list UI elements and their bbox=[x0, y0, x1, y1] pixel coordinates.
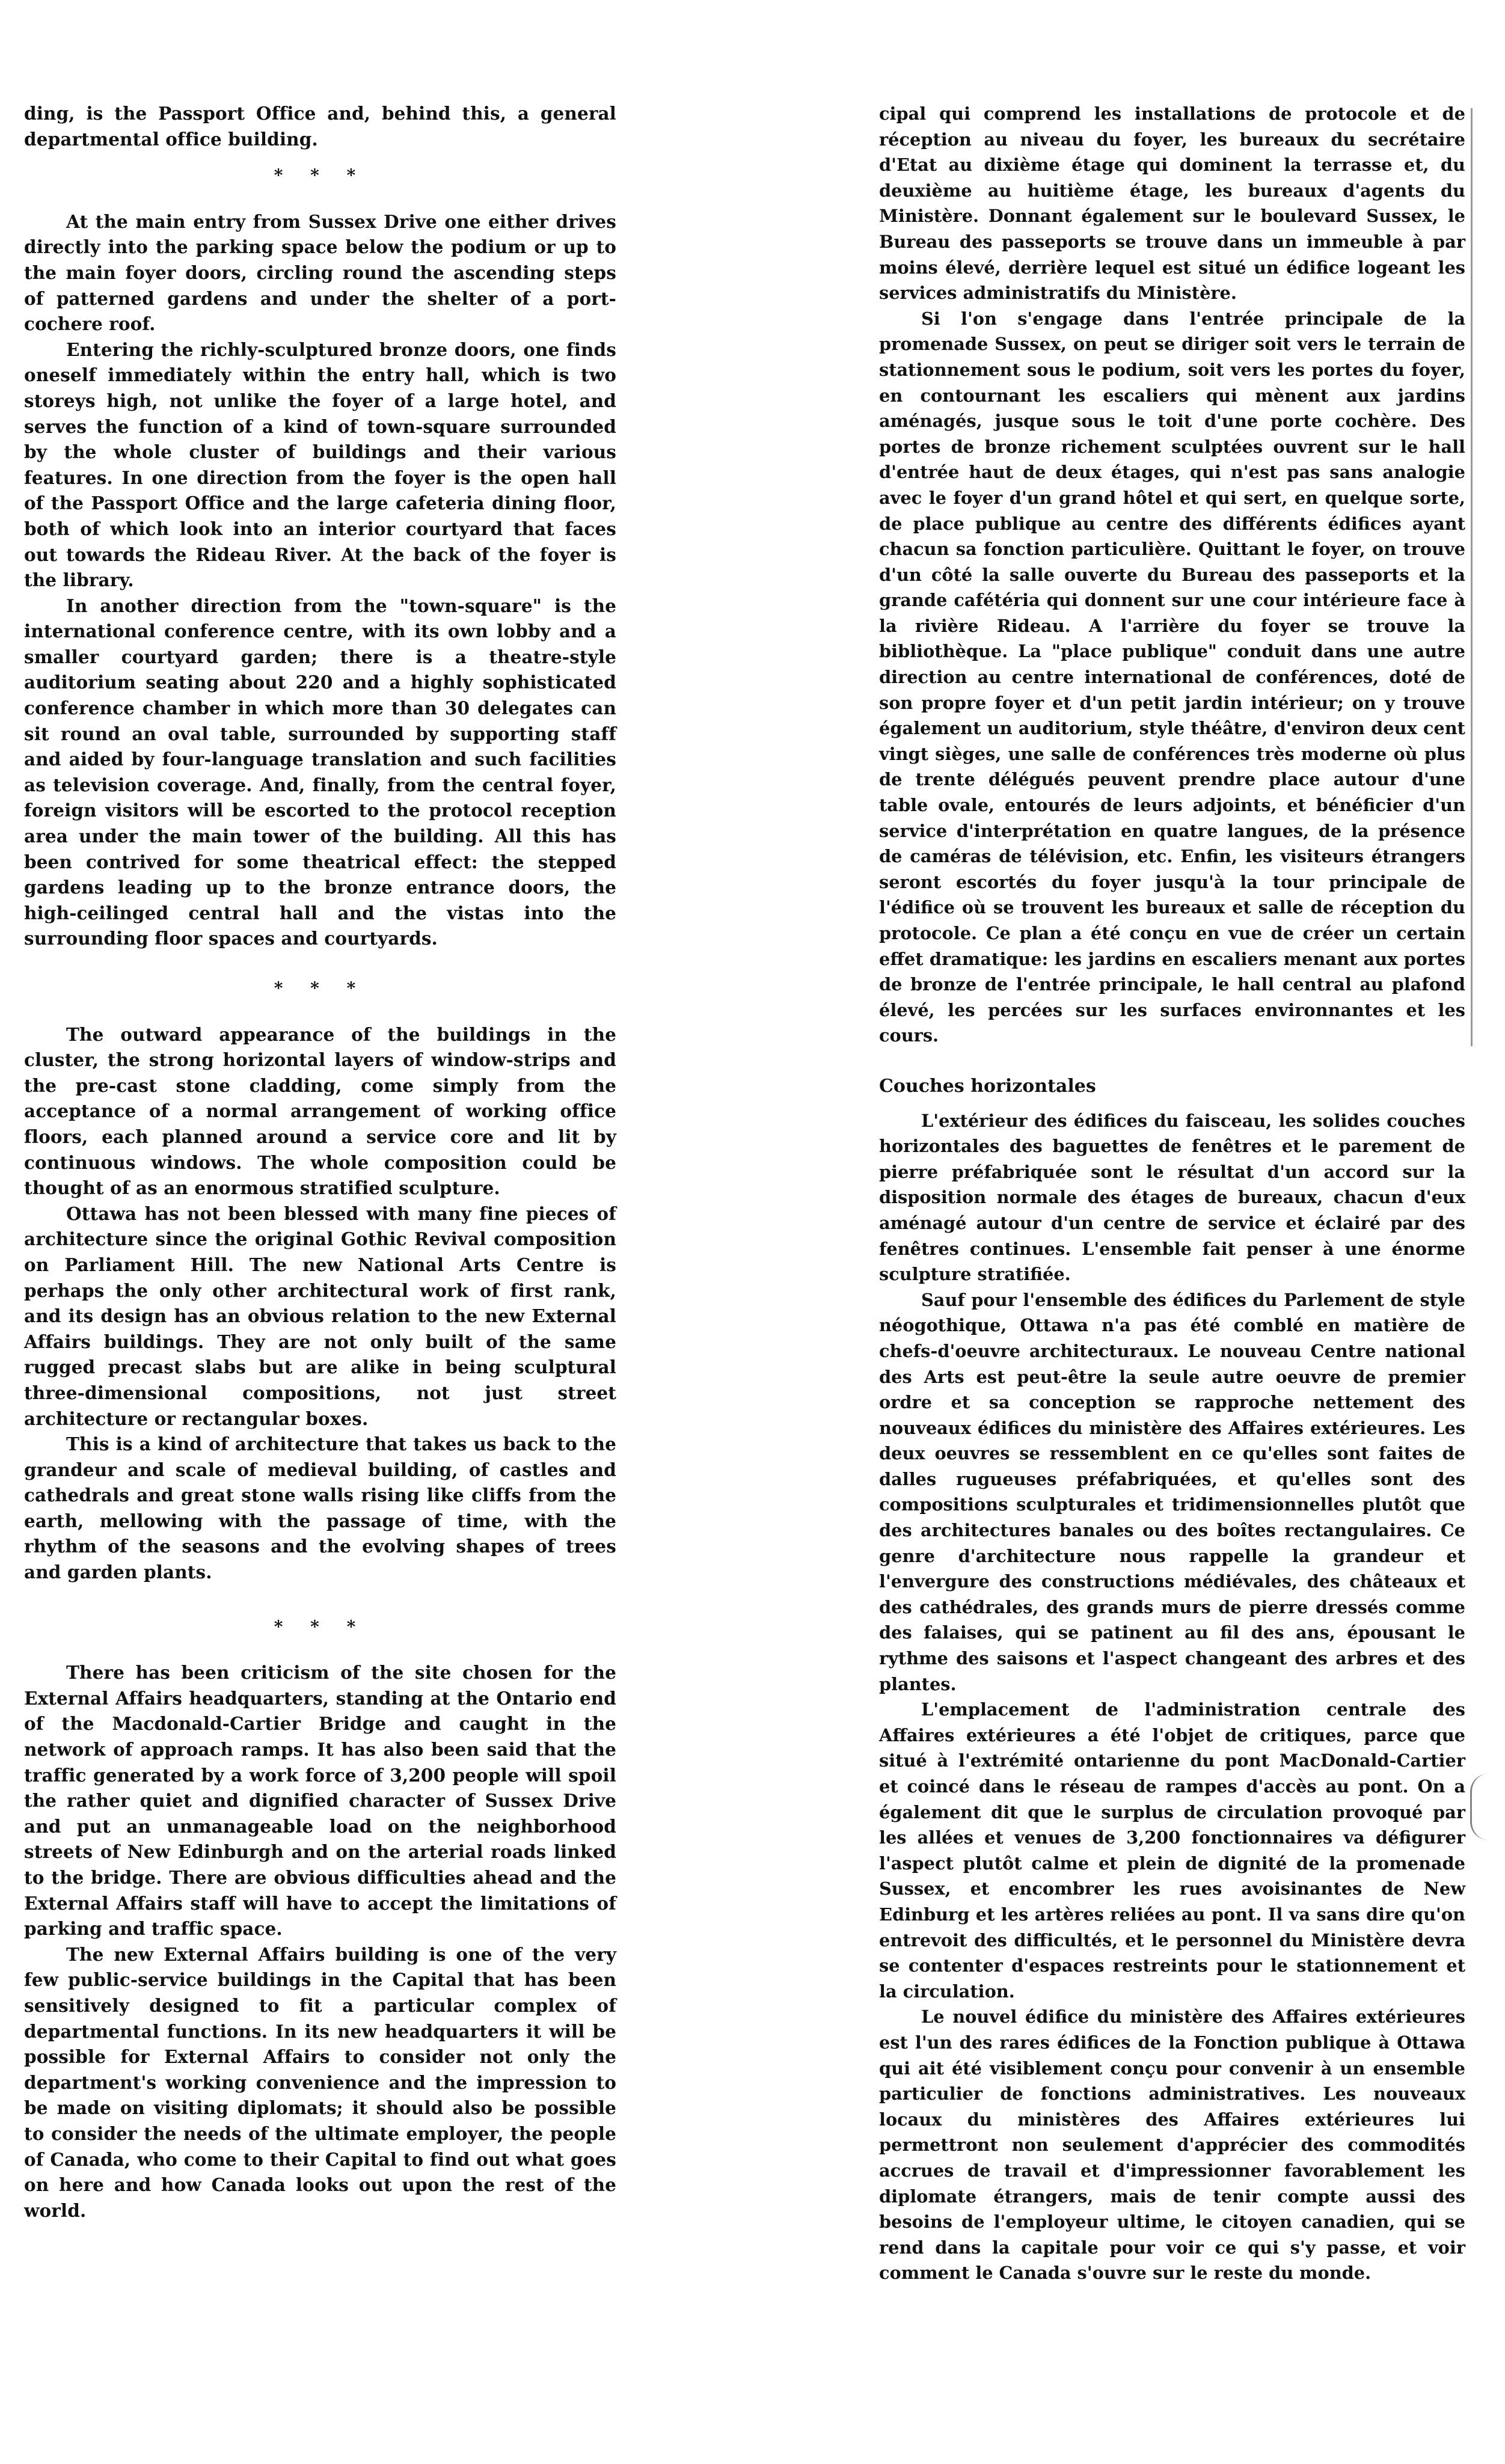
section-divider: * * * bbox=[274, 165, 367, 186]
french-paragraph: L'extérieur des édifices du faisceau, les solides couches horizontales des baguettes de fenêtres et le parement de pierre préfabriquée sont le résultat d'un accord sur la disposition normale des étages de bureaux, chacun d'eux aménagé autour d'un centre de service et éclairé par des fenêtres continues. L'ensemble fait penser à une énorme sculpture stratifiée. bbox=[879, 1110, 1465, 1285]
english-paragraph: The new External Affairs building is one of the very few public-service buildings in the Capital that has been sensitively designed to fit a particular complex of departmental functions. In its new headquarters it will be possible for External Affairs to consider not only the department's working convenience and the impression to be made on visiting diplomats; it should also be possible to consider the needs of the ultimate employer, the people of Canada, who come to their Capital to find out what goes on here and how Canada looks out upon the rest of the world. bbox=[24, 1943, 616, 2221]
english-paragraph: The outward appearance of the buildings in the cluster, the strong horizontal layers of window-strips and the pre-cast stone cladding, come simply from the acceptance of a normal arrangement of working office floors, each planned around a service core and lit by continuous windows. The whole composition could be thought of as an enormous stratified sculpture. bbox=[24, 1023, 616, 1199]
french-paragraph: L'emplacement de l'administration centrale des Affaires extérieures a été l'objet de critiques, parce que situé à l'extrémité ontarienne du pont MacDonald-Cartier et coincé dans le réseau de rampes d'accès au pont. On a également dit que le surplus de circulation provoqué par les allées et venues de 3,200 fonctionnaires va défigurer l'aspect plutôt calme et plein de dignité de la promenade Sussex, et encombrer les rues avoisinantes de New Edinburg et les artères reliées au pont. Il va sans dire qu'on entrevoit des difficultés, et le personnel du Ministère devra se contenter d'espaces restreints pour le stationnement et la circulation. bbox=[879, 1699, 1465, 2002]
section-divider: * * * bbox=[274, 978, 367, 998]
section-divider: * * * bbox=[274, 1616, 367, 1637]
english-paragraph: Entering the richly-sculptured bronze doors, one finds oneself immediately within the entry hall, which is two storeys high, not unlike the foyer of a large hotel, and serves the function of a kind of town-square surrounded by the whole cluster of buildings and their various features. In one direction from the foyer is the open hall of the Passport Office and the large cafeteria dining floor, both of which look into an interior courtyard that faces out towards the Rideau River. At the back of the foyer is the library. bbox=[24, 339, 616, 591]
french-paragraph: cipal qui comprend les installations de protocole et de réception au niveau du foyer, les bureaux du secrétaire d'Etat au dixième étage qui dominent la terrasse et, du deuxième au huitième étage, les bureaux d'agents du Ministère. Donnant également sur le boulevard Sussex, le Bureau des passeports se trouve dans un immeuble à par moins élevé, derrière lequel est situé un édifice logeant les services administratifs du Ministère. bbox=[879, 103, 1465, 304]
english-paragraph: In another direction from the "town-square" is the international conference centre, with its own lobby and a smaller courtyard garden; there is a theatre-style auditorium seating about 220 and a highly sophisticated conference chamber in which more than 30 delegates can sit round an oval table, surrounded by supporting staff and aided by four-language translation and such facilities as television coverage. And, finally, from the central foyer, foreign visitors will be escorted to the protocol reception area under the main tower of the building. All this has been contrived for some theatrical effect: the stepped gardens leading up to the bronze entrance doors, the high-ceilinged central hall and the vistas into the surrounding floor spaces and courtyards. bbox=[24, 595, 616, 949]
scan-edge-line bbox=[1471, 108, 1473, 1046]
french-column bbox=[879, 101, 1465, 2286]
english-paragraph: Ottawa has not been blessed with many fine pieces of architecture since the original Gothic Revival composition on Parliament Hill. The new National Arts Centre is perhaps the only other architectural work of first rank, and its design has an obvious relation to the new External Affairs buildings. They are not only built of the same rugged precast slabs but are alike in being sculptural three-dimensional compositions, not just street architecture or rectangular boxes. bbox=[24, 1203, 616, 1429]
english-paragraph: At the main entry from Sussex Drive one either drives directly into the parking space below the podium or up to the main foyer doors, circling round the ascending steps of patterned gardens and under the shelter of a port-cochere roof. bbox=[24, 210, 616, 335]
english-paragraph: This is a kind of architecture that takes us back to the grandeur and scale of medieval building, of castles and cathedrals and great stone walls rising like cliffs from the earth, mellowing with the passage of time, with the rhythm of the seasons and the evolving shapes of trees and garden plants. bbox=[24, 1433, 616, 1583]
english-column bbox=[24, 101, 616, 2223]
section-heading: Couches horizontales bbox=[879, 1075, 1096, 1097]
scan-edge-mark bbox=[1470, 1774, 1496, 1840]
english-paragraph: ding, is the Passport Office and, behind this, a general departmental office building. bbox=[24, 103, 616, 150]
french-paragraph: Le nouvel édifice du ministère des Affaires extérieures est l'un des rares édifices de la Fonction publique à Ottawa qui ait été visiblement conçu pour convenir à un ensemble particulier de fonctions administratives. Les nouveaux locaux du ministères des Affaires extérieures lui permettront non seulement d'apprécier des commodités accrues de travail et d'impressionner favorablement les diplomate étrangers, mais de tenir compte aussi des besoins de l'employeur ultime, le citoyen canadien, qui se rend dans la capitale pour voir ce qui s'y passe, et voir comment le Canada s'ouvre sur le reste du monde. bbox=[879, 2006, 1465, 2284]
french-paragraph: Si l'on s'engage dans l'entrée principale de la promenade Sussex, on peut se diriger soit vers le terrain de stationnement sous le podium, soit vers les portes du foyer, en contournant les escaliers qui mènent aux jardins aménagés, jusque sous le toit d'une porte cochère. Des portes de bronze richement sculptées ouvrent sur le hall d'entrée haut de deux étages, qui n'est pas sans analogie avec le foyer d'un grand hôtel et qui sert, en quelque sorte, de place publique au centre des différents édifices ayant chacun sa fonction particulière. Quittant le foyer, on trouve d'un côté la salle ouverte du Bureau des passeports et la grande cafétéria qui donnent sur une cour intérieure face à la rivière Rideau. A l'arrière du foyer se trouve la bibliothèque. La "place publique" conduit dans une autre direction au centre international de conférences, doté de son propre foyer et d'un petit jardin intérieur; on y trouve également un auditorium, style théâtre, d'environ deux cent vingt sièges, une salle de conférences très moderne où plus de trente délégués peuvent prendre place autour d'une table ovale, entourés de leurs adjoints, et bénéficier d'un service d'interprétation en quatre langues, de la présence de caméras de télévision, etc. Enfin, les visiteurs étrangers seront escortés du foyer jusqu'à la tour principale de l'édifice où se trouvent les bureaux et salle de réception du protocole. Ce plan a été conçu en vue de créer un certain effet dramatique: les jardins en escaliers menant aux portes de bronze de l'entrée principale, le hall central au plafond élevé, les percées sur les surfaces environnantes et les cours. bbox=[879, 308, 1465, 1046]
french-paragraph: Sauf pour l'ensemble des édifices du Parlement de style néogothique, Ottawa n'a pas été comblé en matière de chefs-d'oeuvre architecturaux. Le nouveau Centre national des Arts est peut-être la seule autre oeuvre de premier ordre et sa conception se rapproche nettement des nouveaux édifices du ministère des Affaires extérieures. Les deux oeuvres se ressemblent en ce qu'elles sont faites de dalles rugueuses préfabriquées, et qu'elles sont des compositions sculpturales et tridimensionnelles plutôt que des architectures banales ou des boîtes rectangulaires. Ce genre d'architecture nous rappelle la grandeur et l'envergure des constructions médiévales, des châteaux et des cathédrales, des grands murs de pierre dressés comme des falaises, qui se patinent au fil des ans, épousant le rythme des saisons et l'aspect changeant des arbres et des plantes. bbox=[879, 1289, 1465, 1694]
english-paragraph: There has been criticism of the site chosen for the External Affairs headquarters, standing at the Ontario end of the Macdonald-Cartier Bridge and caught in the network of approach ramps. It has also been said that the traffic generated by a work force of 3,200 people will spoil the rather quiet and dignified character of Sussex Drive and put an unmanageable load on the neighborhood streets of New Edinburgh and on the arterial roads linked to the bridge. There are obvious difficulties ahead and the External Affairs staff will have to accept the limitations of parking and traffic space. bbox=[24, 1662, 616, 1940]
